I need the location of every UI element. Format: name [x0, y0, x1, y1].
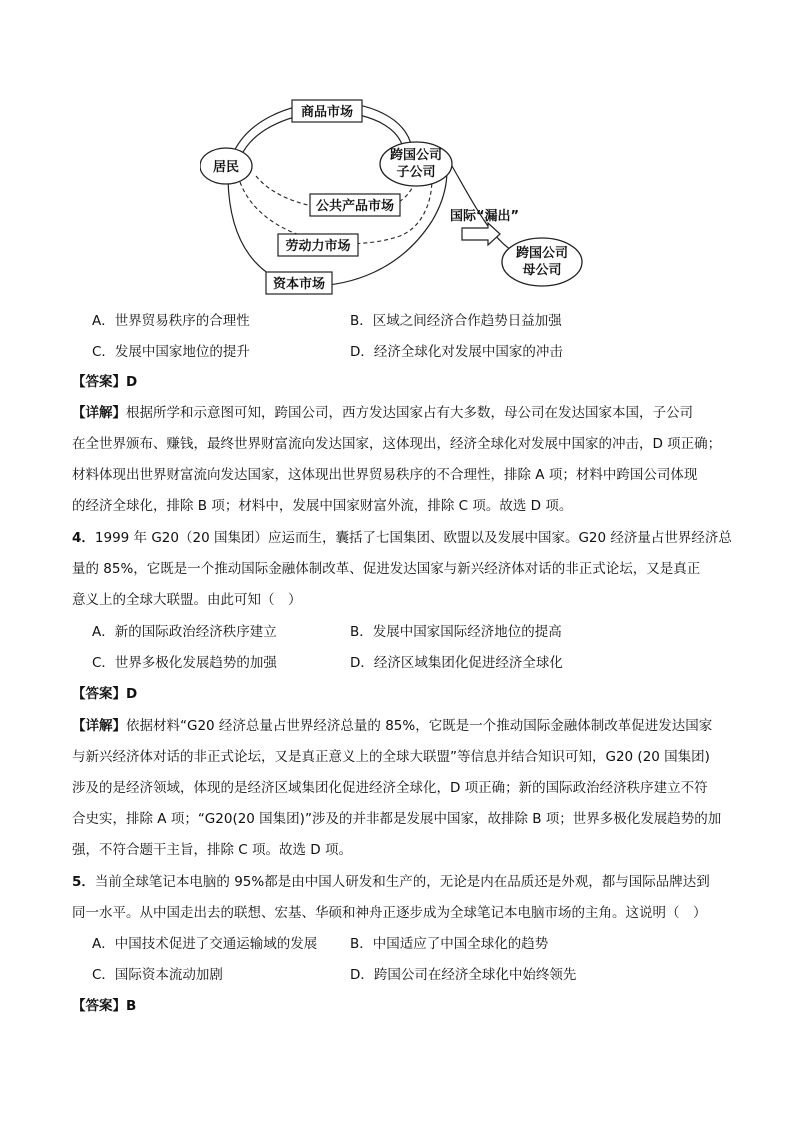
q4-detail-line-2: 与新兴经济体对话的非正式论坛，又是真正意义上的全球大联盟”等信息并结合知识可知，G20 (20 国集团): [72, 749, 710, 765]
q4-detail-text-1: 依据材料“G20 经济总量占世界经济总量的 85%，它既是一个推动国际金融体制改革促进发达国家: [126, 718, 713, 734]
parent-label-2: 母公司: [522, 263, 562, 278]
q3-detail-line-1: [72, 403, 693, 423]
q4-detail-label: 【详解】: [72, 718, 126, 734]
market-flow-diagram: [200, 96, 620, 306]
q5-number: 5．: [72, 874, 95, 890]
q3-answer: [72, 372, 137, 392]
q3-option-c: C．发展中国家地位的提升: [92, 344, 250, 360]
q4-answer-label: 【答案】: [72, 686, 126, 702]
diagram-svg: [200, 96, 620, 306]
q4-option-d: D．经济区域集团化促进经济全球化: [350, 655, 563, 671]
q4-answer-value: D: [126, 686, 138, 702]
outflow-label: 国际“漏出”: [450, 209, 520, 224]
q3-option-a: A．世界贸易秩序的合理性: [92, 313, 250, 329]
q4-detail-line-1: [72, 716, 712, 736]
q3-detail-line-3: 材料体现出世界财富流向发达国家，这体现出世界贸易秩序的不合理性，排除 A 项；材料中跨国公司体现: [72, 467, 698, 483]
q3-detail-line-2: 在全世界颁布、赚钱，最终世界财富流向发达国家，这体现出，经济全球化对发展中国家的冲击，D 项正确；: [72, 436, 722, 452]
capital-market-label: 资本市场: [272, 277, 326, 292]
q4-option-a: A．新的国际政治经济秩序建立: [92, 624, 277, 640]
labor-market-label: 劳动力市场: [285, 239, 351, 254]
q5-option-a: A．中国技术促进了交通运输域的发展: [92, 936, 318, 952]
q4-detail-line-3: 涉及的是经济领域，体现的是经济区域集团化促进经济全球化，D 项正确；新的国际政治经济秩序建立不符: [72, 780, 708, 796]
public-market-label: 公共产品市场: [315, 199, 395, 214]
q5-option-d: D．跨国公司在经济全球化中始终领先: [350, 967, 577, 983]
q5-option-b: B．中国适应了中国全球化的趋势: [350, 936, 549, 952]
q3-detail-label: 【详解】: [72, 405, 126, 421]
q4-answer: [72, 684, 137, 704]
q4-stem-text-1: 1999 年 G20（20 国集团）应运而生，囊括了七国集团、欧盟以及发展中国家。G20 经济量占世界经济总: [94, 530, 732, 546]
q4-stem-line-3: 意义上的全球大联盟。由此可知（ ）: [72, 592, 302, 608]
q4-detail-line-4: 合史实，排除 A 项；“G20(20 国集团)”涉及的并非都是发展中国家，故排除 B 项；世界多极化发展趋势的加: [72, 811, 722, 827]
residents-label: 居民: [212, 160, 240, 175]
q4-stem-line-2: 量的 85%，它既是一个推动国际金融体制改革、促进发达国家与新兴经济体对话的非正式论坛，又是真正: [72, 561, 701, 577]
q5-stem-line-1: [72, 872, 710, 892]
subsidiary-label-2: 子公司: [396, 165, 436, 180]
q5-answer-value: B: [126, 998, 137, 1014]
q3-detail-text-1: 根据所学和示意图可知，跨国公司，西方发达国家占有大多数，母公司在发达国家本国，子公司: [126, 405, 693, 421]
q4-number: 4．: [72, 530, 95, 546]
q3-option-b: B．区域之间经济合作趋势日益加强: [350, 313, 562, 329]
q4-option-b: B．发展中国家国际经济地位的提高: [350, 624, 562, 640]
q3-answer-label: 【答案】: [72, 374, 126, 390]
goods-market-label: 商品市场: [300, 105, 354, 120]
q3-option-d: D．经济全球化对发展中国家的冲击: [350, 344, 563, 360]
q3-answer-value: D: [126, 374, 138, 390]
outflow-arrow-icon: [462, 223, 500, 245]
q5-stem-text-1: 当前全球笔记本电脑的 95%都是由中国人研发和生产的，无论是内在品质还是外观，都与国际品牌达到: [94, 874, 710, 890]
q3-detail-line-4: 的经济全球化，排除 B 项；材料中，发展中国家财富外流，排除 C 项。故选 D 项。: [72, 498, 573, 514]
subsidiary-label-1: 跨国公司: [389, 148, 443, 163]
q4-stem-line-1: [72, 528, 732, 548]
parent-label-1: 跨国公司: [515, 246, 569, 261]
q4-detail-line-5: 强，不符合题干主旨，排除 C 项。故选 D 项。: [72, 842, 352, 858]
q5-answer: [72, 996, 136, 1016]
q5-option-c: C．国际资本流动加剧: [92, 967, 223, 983]
q5-answer-label: 【答案】: [72, 998, 126, 1014]
q5-stem-line-2: 同一水平。从中国走出去的联想、宏基、华硕和神舟正逐步成为全球笔记本电脑市场的主角。这说明（ ）: [72, 905, 707, 921]
q4-option-c: C．世界多极化发展趋势的加强: [92, 655, 277, 671]
